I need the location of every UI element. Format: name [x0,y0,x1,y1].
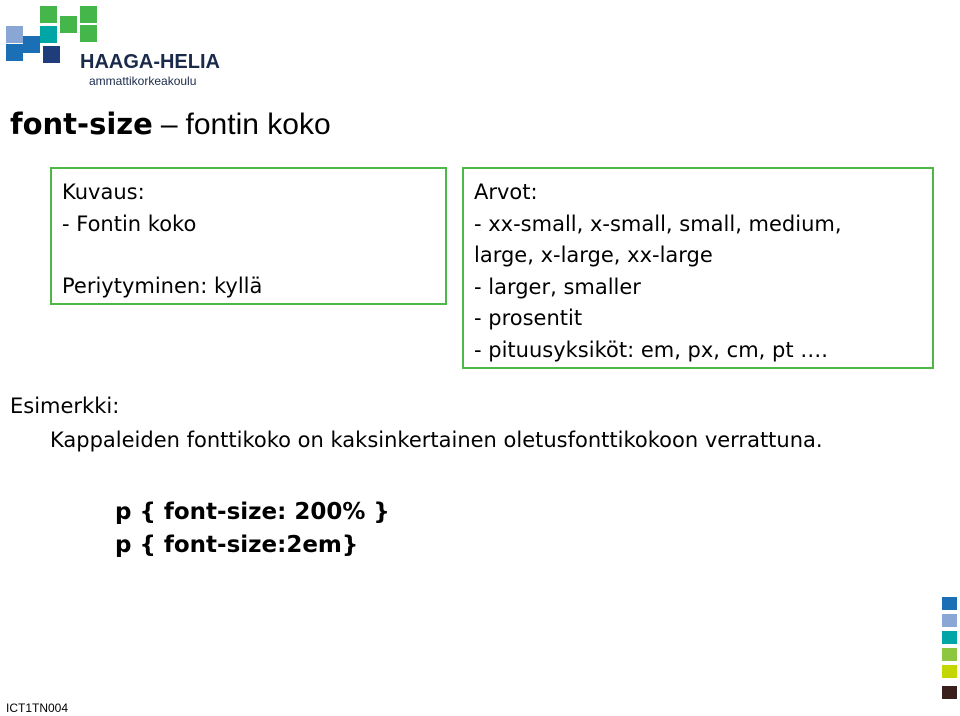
side-square [942,597,957,610]
inheritance-text: Periytyminen: kyllä [62,274,263,298]
title-keyword: font-size [10,107,153,141]
description-heading: Kuvaus: [62,180,145,204]
values-heading: Arvot: [474,180,538,204]
example-text: Kappaleiden fonttikoko on kaksinkertainen oletusfonttikokoon verrattuna. [50,428,823,452]
side-square [942,665,957,678]
title-rest: fontin koko [185,108,331,141]
values-box [462,167,934,369]
code-line-2: p { font-size:2em} [115,532,359,558]
values-units: - pituusyksiköt: em, px, cm, pt …. [474,337,828,362]
values-keywords: - xx-small, x-small, small, medium, [474,211,842,236]
side-square [942,631,957,644]
side-color-strip [942,597,958,701]
side-square [942,614,957,627]
code-example [115,496,390,562]
haaga-helia-logo [6,6,238,88]
code-line-1: p { font-size: 200% } [115,499,390,525]
logo-name: HAAGA-HELIA [80,51,220,73]
example-label: Esimerkki: [10,394,120,418]
description-box [50,167,447,305]
values-percent: - prosentit [474,306,583,330]
description-text: - Fontin koko [62,211,197,236]
course-code: ICT1TN004 [6,701,69,715]
slide-title [10,107,331,142]
logo-subtitle: ammattikorkeakoulu [89,74,197,88]
values-relative: - larger, smaller [474,274,641,299]
title-dash: – [160,108,178,141]
values-keywords-cont: large, x-large, xx-large [474,243,713,267]
side-square [942,648,957,661]
side-square [942,686,957,699]
